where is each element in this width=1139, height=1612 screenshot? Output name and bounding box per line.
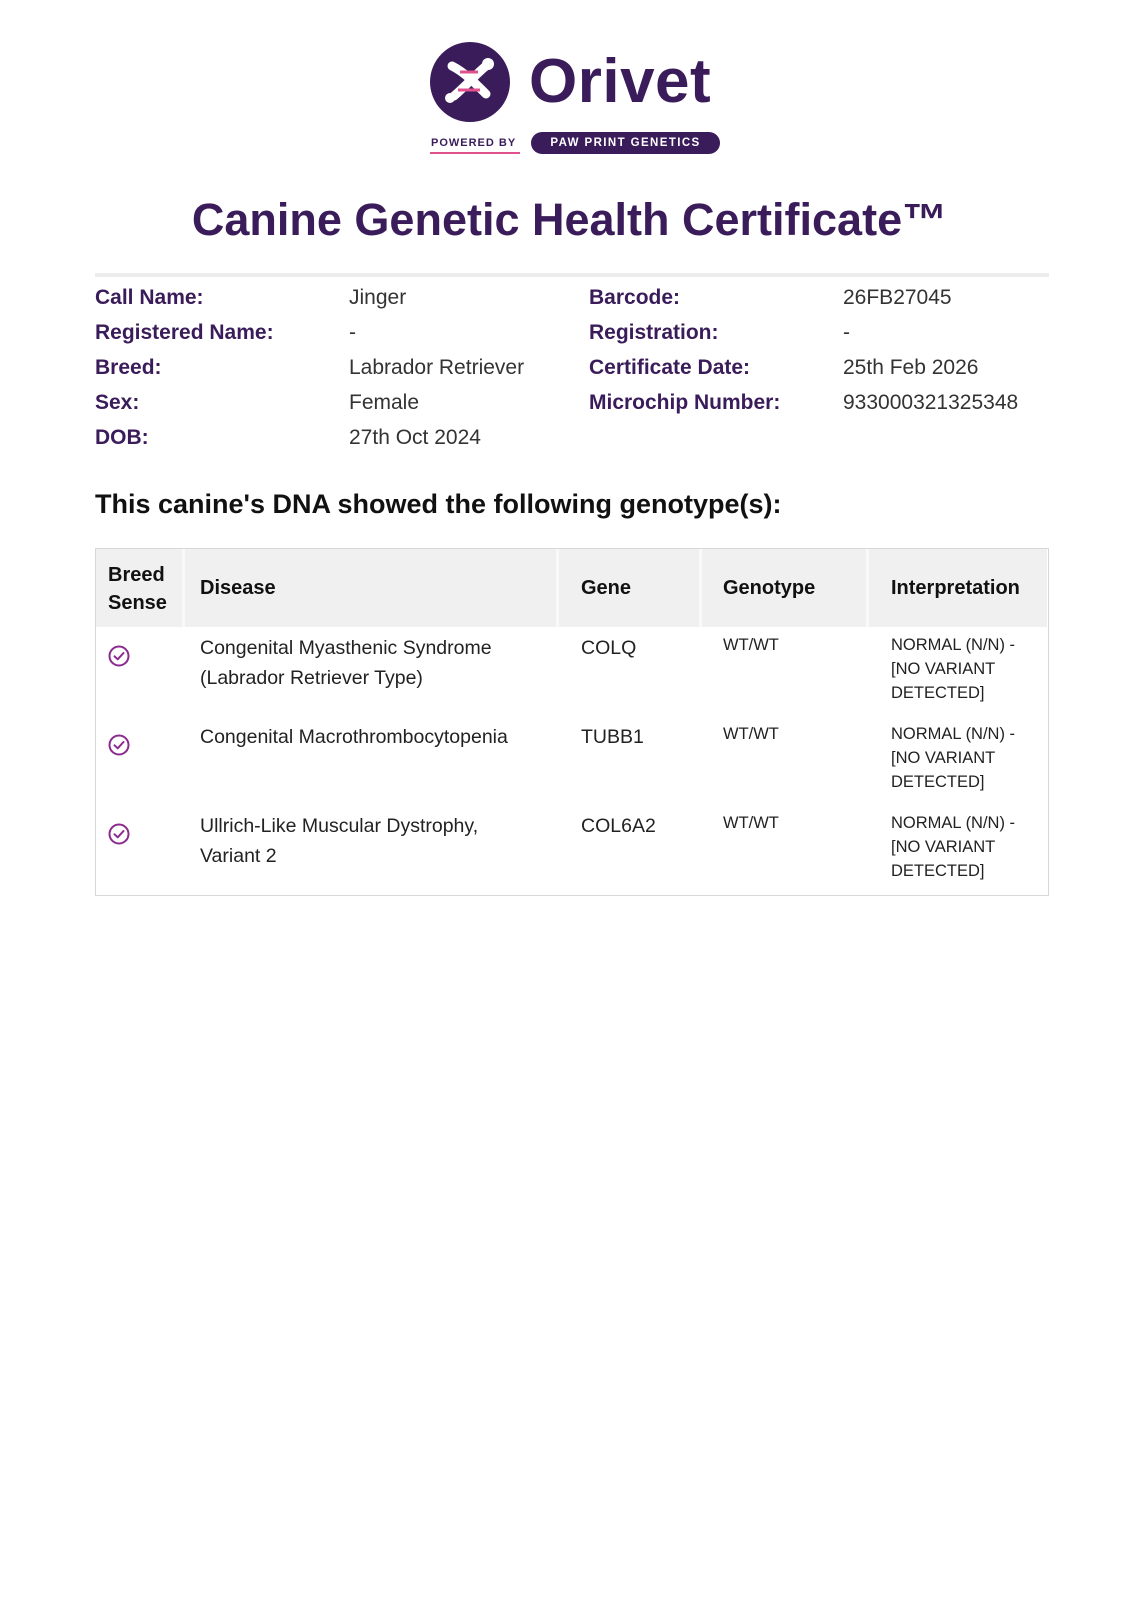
info-value: 25th Feb 2026	[843, 356, 979, 379]
disease-line: Congenital Myasthenic Syndrome	[200, 637, 492, 659]
info-label: Barcode:	[589, 286, 681, 309]
info-label: Sex:	[95, 391, 140, 414]
gene-cell: COLQ	[581, 637, 637, 659]
disease-line: Congenital Macrothrombocytopenia	[200, 726, 508, 748]
info-label: Certificate Date:	[589, 356, 751, 379]
orivet-logo	[430, 42, 720, 154]
check-circle-icon	[108, 645, 130, 667]
genotype-table	[95, 548, 1049, 896]
info-label: DOB:	[95, 426, 149, 449]
header-separator	[699, 549, 702, 627]
info-value: 27th Oct 2024	[349, 426, 481, 449]
interpretation-cell	[891, 722, 1015, 794]
info-row-dob	[95, 422, 1049, 454]
header-interpretation: Interpretation	[891, 577, 1020, 599]
gene-cell: COL6A2	[581, 815, 656, 837]
interpretation-line: DETECTED]	[891, 773, 985, 791]
table-row	[96, 722, 1047, 812]
info-value: 26FB27045	[843, 286, 952, 309]
header-separator	[556, 549, 559, 627]
info-value: Jinger	[349, 286, 407, 309]
header-separator	[866, 549, 869, 627]
info-row-sex	[95, 387, 1049, 419]
gene-cell: TUBB1	[581, 726, 644, 748]
info-label: Registration:	[589, 321, 719, 344]
genotype-heading: This canine's DNA showed the following genotype(s):	[95, 489, 782, 519]
disease-line: Variant 2	[200, 845, 277, 867]
info-label: Microchip Number:	[589, 391, 781, 414]
table-header	[96, 549, 1047, 627]
info-label: Breed:	[95, 356, 162, 379]
disease-cell	[200, 722, 508, 752]
partner-badge: PAW PRINT GENETICS	[531, 132, 720, 154]
interpretation-line: [NO VARIANT	[891, 660, 996, 678]
info-row-registered	[95, 317, 1049, 349]
interpretation-line: DETECTED]	[891, 684, 985, 702]
disease-line: Ullrich-Like Muscular Dystrophy,	[200, 815, 479, 837]
info-value: Female	[349, 391, 420, 414]
page-title: Canine Genetic Health Certificate™	[191, 194, 948, 245]
info-label: Call Name:	[95, 286, 204, 309]
disease-cell	[200, 633, 492, 693]
disease-line: (Labrador Retriever Type)	[200, 667, 423, 689]
genotype-cell: WT/WT	[723, 814, 779, 832]
info-row-call-name	[95, 282, 1049, 314]
interpretation-line: NORMAL (N/N) -	[891, 814, 1016, 832]
table-row	[96, 633, 1047, 723]
info-label: Registered Name:	[95, 321, 274, 344]
title-divider	[95, 273, 1049, 277]
genotype-cell: WT/WT	[723, 725, 779, 743]
check-circle-icon	[108, 734, 130, 756]
info-row-breed	[95, 352, 1049, 384]
interpretation-cell	[891, 633, 1015, 705]
table-row	[96, 811, 1047, 901]
info-value: -	[349, 321, 356, 344]
header-separator	[182, 549, 185, 627]
interpretation-line: NORMAL (N/N) -	[891, 725, 1016, 743]
genotype-cell: WT/WT	[723, 636, 779, 654]
dog-dna-logo-icon	[430, 42, 510, 122]
info-value: Labrador Retriever	[349, 356, 525, 379]
info-value: -	[843, 321, 850, 344]
header-breed-sense-line: Breed	[108, 564, 165, 586]
interpretation-line: DETECTED]	[891, 862, 985, 880]
header-breed-sense	[108, 561, 167, 617]
header-genotype: Genotype	[723, 577, 816, 599]
brand-name: Orivet	[529, 47, 712, 116]
interpretation-line: NORMAL (N/N) -	[891, 636, 1016, 654]
disease-cell	[200, 811, 478, 871]
interpretation-line: [NO VARIANT	[891, 749, 996, 767]
check-circle-icon	[108, 823, 130, 845]
interpretation-line: [NO VARIANT	[891, 838, 996, 856]
header-breed-sense-line: Sense	[108, 592, 167, 614]
interpretation-cell	[891, 811, 1015, 883]
info-value: 933000321325348	[843, 391, 1019, 414]
header-disease: Disease	[200, 577, 276, 599]
header-gene: Gene	[581, 577, 632, 599]
powered-by-label: POWERED BY	[430, 134, 520, 154]
